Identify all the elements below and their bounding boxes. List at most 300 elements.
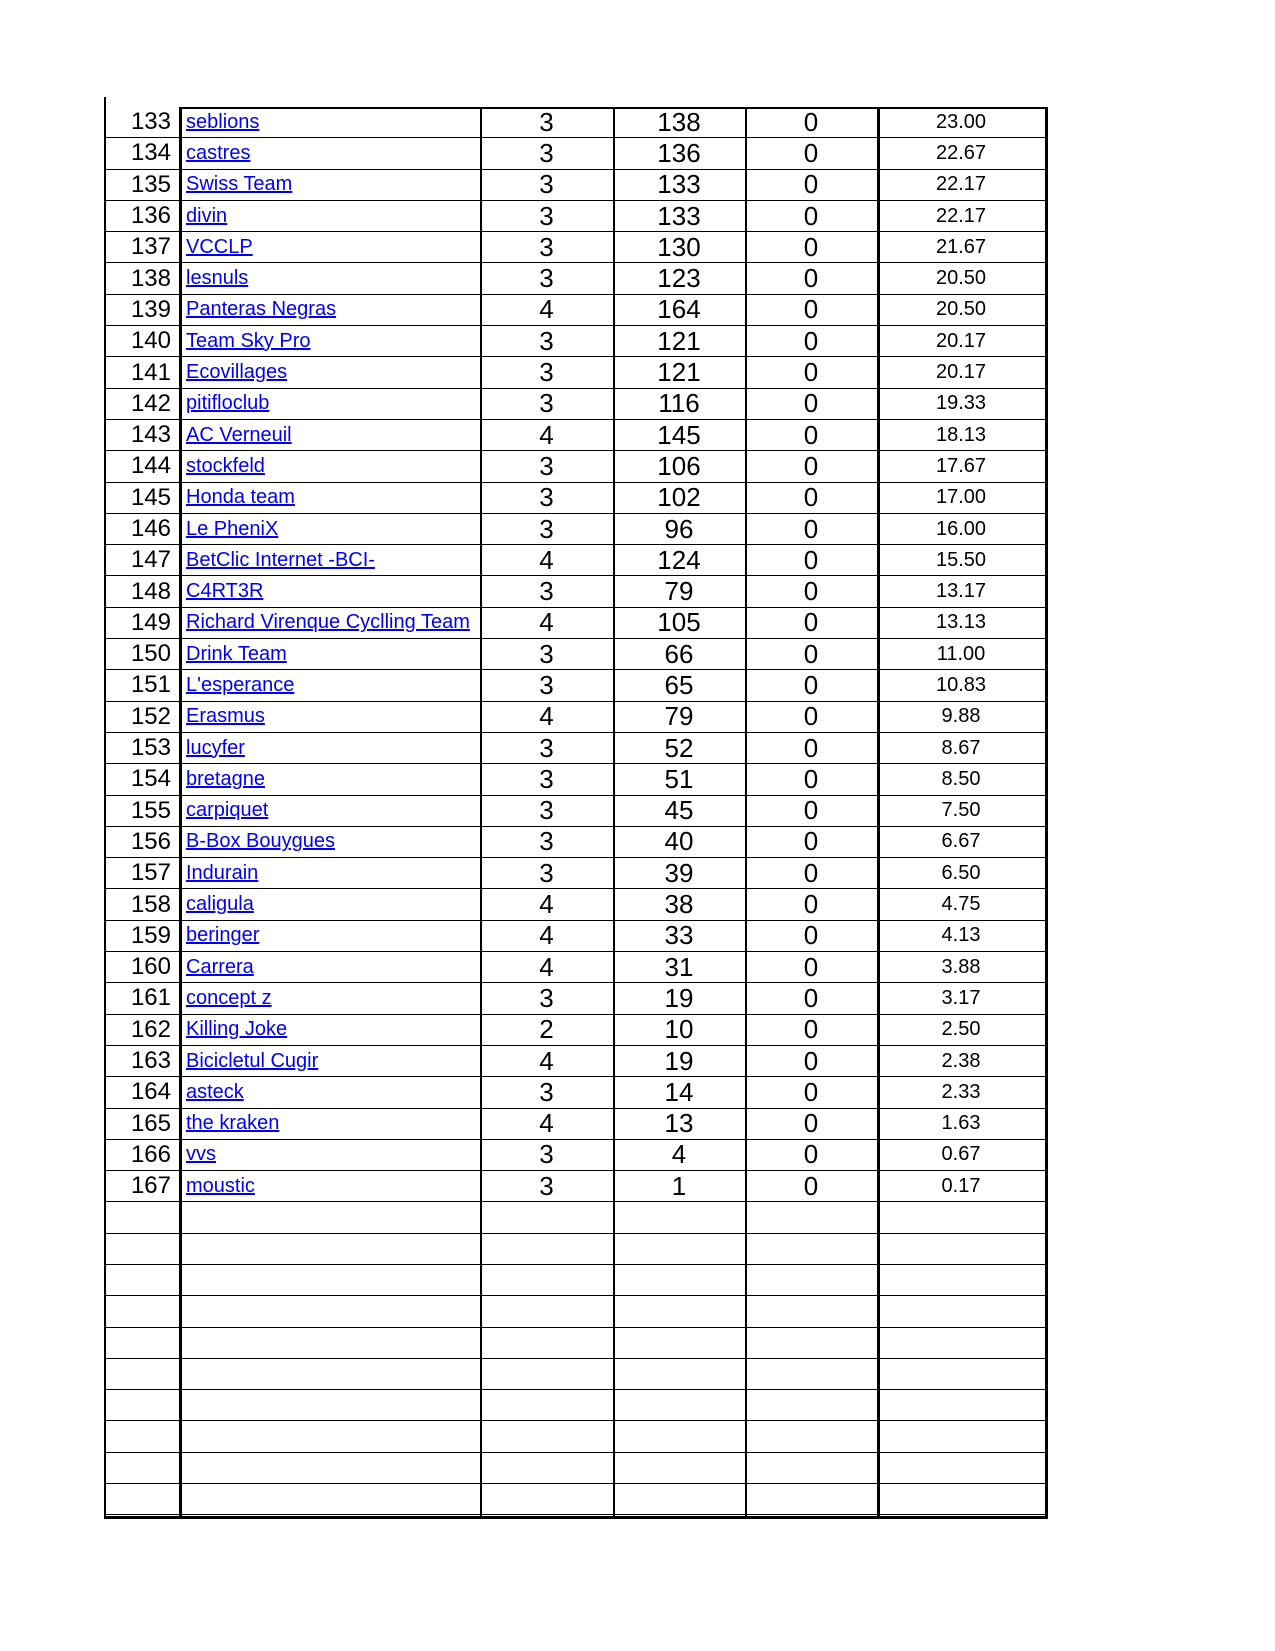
average-value: 20.50 xyxy=(935,298,987,321)
value2-cell xyxy=(613,295,745,325)
value1: 2 xyxy=(539,1014,554,1045)
value2-cell xyxy=(613,1359,745,1389)
row-number: 165 xyxy=(130,1109,171,1137)
average-cell xyxy=(877,576,1045,606)
value3: 0 xyxy=(803,920,819,951)
team-cell xyxy=(179,1296,480,1326)
row-number: 163 xyxy=(130,1047,171,1075)
row-number: 154 xyxy=(130,765,171,793)
value3: 0 xyxy=(803,451,819,481)
table-bottom-border xyxy=(104,1516,1048,1519)
team-name-link[interactable]: Bicicletul Cugir xyxy=(186,1049,319,1072)
value3-cell xyxy=(745,764,877,794)
table-row xyxy=(104,483,1045,514)
average-value: 2.38 xyxy=(941,1049,981,1072)
value1-cell xyxy=(480,545,613,575)
team-cell xyxy=(179,1109,480,1139)
row-number: 144 xyxy=(130,452,171,480)
team-name-link[interactable]: Drink Team xyxy=(186,642,287,665)
average-cell xyxy=(877,1015,1045,1045)
value3-cell xyxy=(745,1140,877,1170)
row-number-cell xyxy=(104,263,179,293)
row-number-cell xyxy=(104,889,179,919)
row-number-cell xyxy=(104,608,179,638)
row-number: 147 xyxy=(130,546,171,574)
value1-cell xyxy=(480,483,613,513)
value3: 0 xyxy=(803,1108,819,1139)
average-cell xyxy=(877,670,1045,700)
value3: 0 xyxy=(803,576,819,607)
value3: 0 xyxy=(803,983,819,1013)
value3: 0 xyxy=(803,1014,819,1045)
value1: 3 xyxy=(539,263,554,294)
average-value: 20.50 xyxy=(935,267,987,290)
team-cell xyxy=(179,138,480,168)
average-value: 21.67 xyxy=(935,235,987,258)
value1-cell xyxy=(480,1109,613,1139)
average-cell xyxy=(877,1390,1045,1420)
value2-cell xyxy=(613,514,745,544)
team-name-link[interactable]: concept z xyxy=(186,986,272,1009)
value2: 133 xyxy=(657,169,701,200)
table-row xyxy=(104,608,1045,639)
value1: 3 xyxy=(539,388,554,419)
team-cell xyxy=(179,107,480,137)
average-cell xyxy=(877,1171,1045,1201)
value3-cell xyxy=(745,1171,877,1201)
value3-cell xyxy=(745,1390,877,1420)
value3-cell xyxy=(745,1265,877,1295)
value2: 133 xyxy=(657,200,701,231)
table-row xyxy=(104,201,1045,232)
team-name-link[interactable]: vvs xyxy=(186,1143,216,1166)
value2: 65 xyxy=(664,670,694,700)
team-cell xyxy=(179,952,480,982)
value2: 19 xyxy=(664,1045,694,1076)
value2-cell xyxy=(613,389,745,419)
table-row xyxy=(104,1140,1045,1171)
row-number-cell xyxy=(104,483,179,513)
team-name-link[interactable]: BetClic Internet -BCI- xyxy=(186,548,375,571)
value1-cell xyxy=(480,1015,613,1045)
value2-cell xyxy=(613,1484,745,1514)
row-number-cell xyxy=(104,670,179,700)
average-cell xyxy=(877,295,1045,325)
table-row xyxy=(104,1171,1045,1202)
value3: 0 xyxy=(803,670,819,700)
value3-cell xyxy=(745,232,877,262)
value3: 0 xyxy=(803,858,819,888)
value1-cell xyxy=(480,733,613,763)
gridline-vertical xyxy=(179,107,182,1516)
value1-cell xyxy=(480,1421,613,1451)
row-number: 155 xyxy=(130,796,171,824)
value3-cell xyxy=(745,639,877,669)
row-number: 156 xyxy=(130,827,171,855)
team-name-link[interactable]: lesnuls xyxy=(186,267,249,290)
value2: 40 xyxy=(664,826,694,857)
value3-cell xyxy=(745,451,877,481)
value3: 0 xyxy=(803,138,819,168)
table-row xyxy=(104,1046,1045,1077)
team-name-link[interactable]: B-Box Bouygues xyxy=(186,830,335,853)
table-row xyxy=(104,138,1045,169)
value2-cell xyxy=(613,1296,745,1326)
empty-row xyxy=(104,1265,1045,1296)
value3: 0 xyxy=(803,701,819,732)
team-name-link[interactable]: Team Sky Pro xyxy=(186,329,311,352)
team-name-link[interactable]: carpiquet xyxy=(186,799,269,822)
row-number-cell xyxy=(104,138,179,168)
team-cell xyxy=(179,1453,480,1483)
team-name-link[interactable]: Indurain xyxy=(186,861,259,884)
value1-cell xyxy=(480,295,613,325)
table-row xyxy=(104,670,1045,701)
average-value: 13.13 xyxy=(935,611,987,634)
team-cell xyxy=(179,1234,480,1264)
team-cell xyxy=(179,263,480,293)
row-number-cell xyxy=(104,1484,179,1514)
row-number-cell xyxy=(104,1015,179,1045)
average-value: 13.17 xyxy=(935,580,987,603)
average-cell xyxy=(877,138,1045,168)
row-number: 151 xyxy=(130,671,171,699)
value2: 51 xyxy=(664,764,694,794)
value1-cell xyxy=(480,263,613,293)
average-cell xyxy=(877,1296,1045,1326)
value3-cell xyxy=(745,1202,877,1232)
average-cell xyxy=(877,1202,1045,1232)
row-number: 142 xyxy=(130,389,171,417)
value3: 0 xyxy=(803,889,819,920)
table-row xyxy=(104,576,1045,607)
value1: 4 xyxy=(539,545,554,575)
value1-cell xyxy=(480,1077,613,1107)
row-number: 143 xyxy=(130,421,171,449)
value1-cell xyxy=(480,670,613,700)
value3-cell xyxy=(745,858,877,888)
value1-cell xyxy=(480,1484,613,1514)
team-cell xyxy=(179,1390,480,1420)
row-number-cell xyxy=(104,514,179,544)
value1: 3 xyxy=(539,576,554,607)
average-cell xyxy=(877,858,1045,888)
team-name-link[interactable]: Le PheniX xyxy=(186,517,279,540)
value1: 3 xyxy=(539,670,554,700)
value1-cell xyxy=(480,451,613,481)
team-name-link[interactable]: moustic xyxy=(186,1174,255,1197)
value3: 0 xyxy=(803,639,819,669)
team-name-link[interactable]: bretagne xyxy=(186,767,265,790)
team-name-link[interactable]: asteck xyxy=(186,1080,244,1103)
team-name-link[interactable]: Carrera xyxy=(186,955,254,978)
row-number-cell xyxy=(104,952,179,982)
table-row xyxy=(104,514,1045,545)
team-name-link[interactable]: L'esperance xyxy=(186,673,295,696)
average-cell xyxy=(877,1421,1045,1451)
value3-cell xyxy=(745,1328,877,1358)
team-cell xyxy=(179,1484,480,1514)
team-cell xyxy=(179,1171,480,1201)
average-cell xyxy=(877,702,1045,732)
value1: 4 xyxy=(539,889,554,920)
value2-cell xyxy=(613,1109,745,1139)
row-number: 157 xyxy=(130,859,171,887)
value3: 0 xyxy=(803,795,819,826)
value2: 1 xyxy=(671,1171,687,1201)
average-value: 3.17 xyxy=(941,986,981,1009)
value2: 79 xyxy=(664,576,694,607)
value2-cell xyxy=(613,201,745,231)
value2-cell xyxy=(613,170,745,200)
average-cell xyxy=(877,796,1045,826)
team-name-link[interactable]: Richard Virenque Cyclling Team xyxy=(186,611,470,634)
value2-cell xyxy=(613,1390,745,1420)
row-number-cell xyxy=(104,983,179,1013)
team-name-link[interactable]: Killing Joke xyxy=(186,1018,288,1041)
value1: 3 xyxy=(539,138,554,168)
value3: 0 xyxy=(803,764,819,794)
value3-cell xyxy=(745,389,877,419)
average-cell xyxy=(877,263,1045,293)
team-cell xyxy=(179,483,480,513)
value3-cell xyxy=(745,827,877,857)
row-number: 139 xyxy=(130,295,171,323)
row-number-cell xyxy=(104,1328,179,1358)
row-number: 133 xyxy=(130,108,171,136)
table-row xyxy=(104,357,1045,388)
table-row xyxy=(104,827,1045,858)
value3: 0 xyxy=(803,107,819,137)
average-value: 22.67 xyxy=(935,141,987,164)
value2: 10 xyxy=(664,1014,694,1045)
value3: 0 xyxy=(803,232,819,262)
average-value: 10.83 xyxy=(935,673,987,696)
row-number: 162 xyxy=(130,1015,171,1043)
team-name-link[interactable]: lucyfer xyxy=(186,736,245,759)
team-cell xyxy=(179,357,480,387)
row-number: 158 xyxy=(130,890,171,918)
table-row xyxy=(104,389,1045,420)
team-name-link[interactable]: castres xyxy=(186,141,251,164)
row-number: 141 xyxy=(130,358,171,386)
row-number-cell xyxy=(104,1265,179,1295)
team-name-link[interactable]: Honda team xyxy=(186,486,295,509)
row-number-cell xyxy=(104,1234,179,1264)
value1-cell xyxy=(480,107,613,137)
value1-cell xyxy=(480,170,613,200)
average-value: 16.00 xyxy=(935,517,987,540)
row-number-cell xyxy=(104,858,179,888)
row-number: 153 xyxy=(130,734,171,762)
team-cell xyxy=(179,827,480,857)
value1: 4 xyxy=(539,607,554,638)
value3-cell xyxy=(745,1234,877,1264)
value3-cell xyxy=(745,545,877,575)
value1: 3 xyxy=(539,451,554,481)
row-number-cell xyxy=(104,1171,179,1201)
value3-cell xyxy=(745,1453,877,1483)
average-cell xyxy=(877,983,1045,1013)
team-name-link[interactable]: beringer xyxy=(186,924,260,947)
value2-cell xyxy=(613,952,745,982)
average-value: 8.67 xyxy=(941,736,981,759)
value3-cell xyxy=(745,483,877,513)
team-name-link[interactable]: Ecovillages xyxy=(186,361,288,384)
team-name-link[interactable]: pitifloclub xyxy=(186,392,270,415)
row-number: 136 xyxy=(130,202,171,230)
value1: 3 xyxy=(539,232,554,262)
value1-cell xyxy=(480,1453,613,1483)
team-name-link[interactable]: seblions xyxy=(186,110,260,133)
row-number-cell xyxy=(104,827,179,857)
row-number-cell xyxy=(104,1202,179,1232)
average-cell xyxy=(877,201,1045,231)
team-name-link[interactable]: VCCLP xyxy=(186,235,253,258)
team-cell xyxy=(179,983,480,1013)
value3-cell xyxy=(745,1359,877,1389)
value3-cell xyxy=(745,608,877,638)
value2-cell xyxy=(613,1015,745,1045)
row-number: 159 xyxy=(130,921,171,949)
value3-cell xyxy=(745,733,877,763)
value2: 102 xyxy=(657,482,701,513)
value2: 4 xyxy=(671,1139,687,1170)
value1: 3 xyxy=(539,326,554,356)
value2: 123 xyxy=(657,263,701,294)
value1: 3 xyxy=(539,858,554,888)
average-value: 9.88 xyxy=(941,705,981,728)
value2: 13 xyxy=(664,1108,694,1139)
team-cell xyxy=(179,764,480,794)
average-cell xyxy=(877,1453,1045,1483)
average-value: 4.75 xyxy=(941,893,981,916)
average-value: 22.17 xyxy=(935,173,987,196)
empty-row xyxy=(104,1421,1045,1452)
value3: 0 xyxy=(803,732,819,763)
team-name-link[interactable]: C4RT3R xyxy=(186,580,264,603)
value2-cell xyxy=(613,796,745,826)
team-cell xyxy=(179,796,480,826)
value2-cell xyxy=(613,451,745,481)
team-name-link[interactable]: AC Verneuil xyxy=(186,423,292,446)
value2-cell xyxy=(613,232,745,262)
value1-cell xyxy=(480,827,613,857)
empty-row xyxy=(104,1202,1045,1233)
row-number: 138 xyxy=(130,264,171,292)
value3-cell xyxy=(745,295,877,325)
average-cell xyxy=(877,1140,1045,1170)
row-number: 149 xyxy=(130,608,171,636)
value1: 3 xyxy=(539,482,554,513)
row-number: 135 xyxy=(130,170,171,198)
value2: 105 xyxy=(657,607,701,638)
value1-cell xyxy=(480,1328,613,1358)
row-number-cell xyxy=(104,921,179,951)
value2-cell xyxy=(613,983,745,1013)
value3: 0 xyxy=(803,1045,819,1076)
value3-cell xyxy=(745,1296,877,1326)
value3: 0 xyxy=(803,1077,819,1107)
team-name-link[interactable]: divin xyxy=(186,204,228,227)
team-name-link[interactable]: Panteras Negras xyxy=(186,298,337,321)
row-number-cell xyxy=(104,1077,179,1107)
average-cell xyxy=(877,326,1045,356)
table-row xyxy=(104,858,1045,889)
value3-cell xyxy=(745,357,877,387)
value1-cell xyxy=(480,983,613,1013)
team-cell xyxy=(179,921,480,951)
value1: 3 xyxy=(539,795,554,826)
average-value: 19.33 xyxy=(935,392,987,415)
value3: 0 xyxy=(803,607,819,638)
team-name-link[interactable]: caligula xyxy=(186,893,254,916)
value2-cell xyxy=(613,1202,745,1232)
row-number-cell xyxy=(104,764,179,794)
average-cell xyxy=(877,483,1045,513)
table-row xyxy=(104,733,1045,764)
empty-row xyxy=(104,1328,1045,1359)
team-name-link[interactable]: Erasmus xyxy=(186,705,265,728)
table-row xyxy=(104,326,1045,357)
value1: 4 xyxy=(539,1045,554,1076)
value3: 0 xyxy=(803,326,819,356)
value1-cell xyxy=(480,858,613,888)
average-cell xyxy=(877,107,1045,137)
row-number: 167 xyxy=(130,1172,171,1200)
team-name-link[interactable]: Swiss Team xyxy=(186,173,293,196)
value2-cell xyxy=(613,827,745,857)
value2: 145 xyxy=(657,419,701,450)
value2-cell xyxy=(613,1171,745,1201)
row-number-cell xyxy=(104,1296,179,1326)
value2-cell xyxy=(613,1046,745,1076)
team-name-link[interactable]: stockfeld xyxy=(186,454,265,477)
value1: 4 xyxy=(539,419,554,450)
row-number-cell xyxy=(104,702,179,732)
row-number: 148 xyxy=(130,577,171,605)
value3-cell xyxy=(745,1484,877,1514)
row-number: 161 xyxy=(130,984,171,1012)
average-cell xyxy=(877,232,1045,262)
row-number: 140 xyxy=(130,327,171,355)
row-number: 160 xyxy=(130,953,171,981)
team-name-link[interactable]: the kraken xyxy=(186,1112,280,1135)
value2: 124 xyxy=(657,545,701,575)
value3-cell xyxy=(745,514,877,544)
value1: 4 xyxy=(539,952,554,982)
value2-cell xyxy=(613,1421,745,1451)
average-value: 23.00 xyxy=(935,110,987,133)
gridline-vertical xyxy=(745,107,747,1516)
value3-cell xyxy=(745,796,877,826)
average-cell xyxy=(877,1359,1045,1389)
value2-cell xyxy=(613,1453,745,1483)
value1-cell xyxy=(480,889,613,919)
value2: 39 xyxy=(664,858,694,888)
value1-cell xyxy=(480,326,613,356)
value1-cell xyxy=(480,514,613,544)
table-row xyxy=(104,952,1045,983)
value1: 3 xyxy=(539,357,554,388)
average-cell xyxy=(877,170,1045,200)
average-value: 18.13 xyxy=(935,423,987,446)
value3: 0 xyxy=(803,419,819,450)
table-row xyxy=(104,889,1045,920)
table-row xyxy=(104,1015,1045,1046)
average-cell xyxy=(877,921,1045,951)
average-cell xyxy=(877,608,1045,638)
